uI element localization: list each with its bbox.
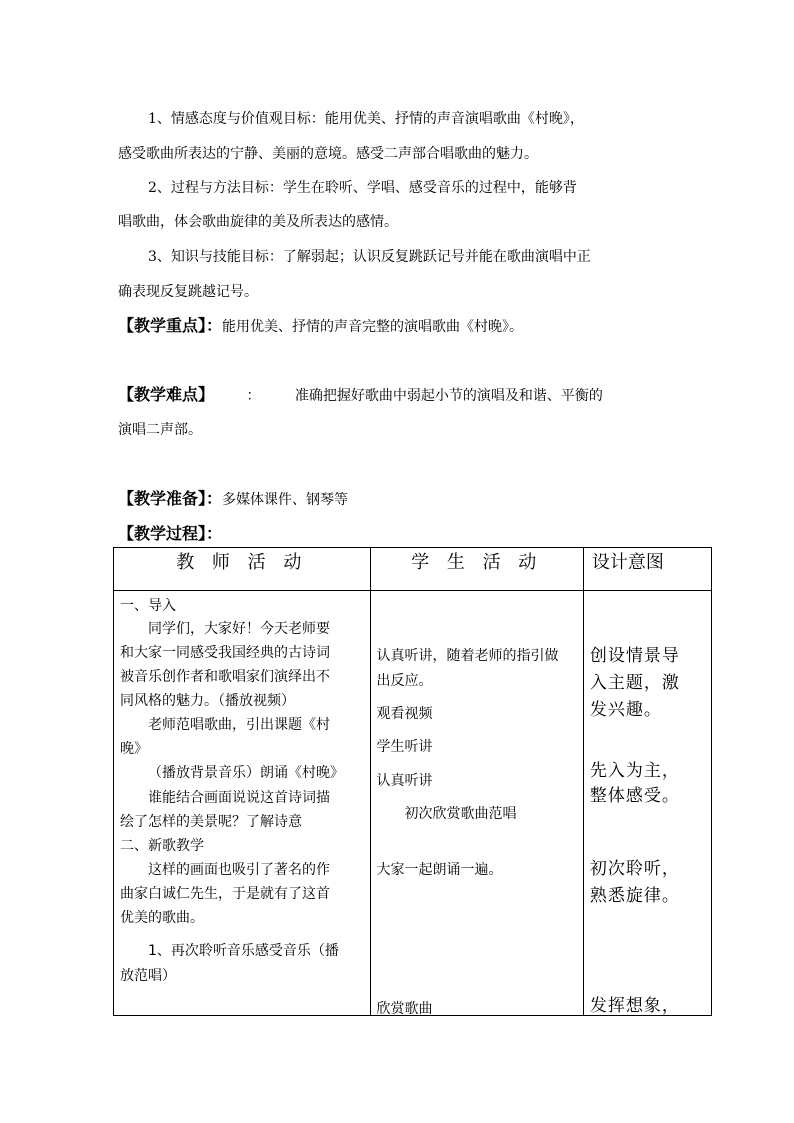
difficulty-section (118, 380, 603, 411)
teacher-line: 这样的画面也吸引了著名的作 (148, 862, 330, 878)
student-line: 初次欣赏歌曲范唱 (404, 806, 517, 822)
objective-1-line-2: 感受歌曲所表达的宁静、美丽的意境。感受二声部合唱歌曲的魅力。 (118, 146, 538, 162)
key-point-section (118, 311, 523, 342)
objective-3-line-1: 3、知识与技能目标：了解弱起；认识反复跳跃记号并能在歌曲演唱中正 (148, 249, 591, 265)
difficulty-label: 【教学难点】 (118, 385, 215, 404)
student-line: 认真听讲 (376, 773, 433, 789)
table-row (114, 591, 712, 1016)
preparation-label: 【教学准备】： (118, 489, 223, 508)
design-intent-cell (583, 591, 711, 1016)
table-header-row (114, 548, 712, 591)
process-label: 【教学过程】： (118, 524, 223, 543)
student-line: 观看视频 (376, 706, 433, 722)
key-point-label: 【教学重点】： (118, 316, 223, 335)
teaching-process-table (113, 547, 712, 1016)
design-line: 创设情景导 (589, 646, 680, 666)
design-line: 入主题，激 (589, 673, 680, 693)
design-line: 发兴趣。 (589, 700, 662, 720)
preparation-text: 多媒体课件、钢琴等 (222, 492, 349, 508)
process-section (118, 519, 222, 550)
teacher-line: 曲家白诚仁先生，于是就有了这首 (120, 886, 330, 902)
teacher-line: 老师范唱歌曲，引出课题《村 (148, 717, 330, 733)
student-line: 大家一起朗诵一遍。 (376, 862, 503, 878)
objective-1-line-1: 1、情感态度与价值观目标：能用优美、抒情的声音演唱歌曲《村晚》， (148, 111, 584, 127)
student-activity-cell (370, 591, 583, 1016)
objective-2-line-1: 2、过程与方法目标：学生在聆听、学唱、感受音乐的过程中，能够背 (148, 180, 577, 196)
teacher-line: 同风格的魅力。（播放视频） (120, 693, 295, 709)
difficulty-colon: ： (246, 388, 261, 404)
student-line: 出反应。 (376, 673, 433, 689)
teacher-line: 放范唱） (120, 968, 176, 984)
teacher-line: 和大家一同感受我国经典的古诗词 (120, 645, 330, 661)
student-line: 认真听讲，随着老师的指引做 (376, 648, 559, 664)
header-design: 设计意图 (583, 548, 711, 591)
header-teacher: 教 师 活 动 (114, 548, 371, 591)
design-line: 整体感受。 (589, 786, 680, 806)
student-line: 学生听讲 (376, 739, 433, 755)
preparation-section (118, 484, 348, 515)
objective-2-line-2: 唱歌曲，体会歌曲旋律的美及所表达的感情。 (118, 214, 398, 230)
teacher-line: 谁能结合画面说说这首诗词描 (148, 790, 330, 806)
teacher-line: 优美的歌曲。 (120, 910, 204, 926)
objective-3-line-2: 确表现反复跳越记号。 (118, 284, 258, 300)
design-line: 熟悉旋律。 (589, 886, 680, 906)
teacher-line: 晚》 (120, 741, 148, 757)
design-line: 初次聆听， (589, 859, 680, 879)
difficulty-text: 准确把握好歌曲中弱起小节的演唱及和谐、平衡的 (294, 388, 603, 404)
teacher-line: 同学们，大家好！今天老师要 (148, 621, 330, 637)
header-student: 学 生 活 动 (370, 548, 583, 591)
teacher-activity-cell (114, 591, 371, 1016)
teacher-line: 一、导入 (120, 598, 176, 614)
difficulty-text-line-2: 演唱二声部。 (118, 422, 202, 438)
student-line: 欣赏歌曲 (376, 1001, 433, 1017)
design-line: 先入为主， (589, 761, 680, 781)
teacher-line: 被音乐创作者和歌唱家们演绎出不 (120, 669, 330, 685)
teacher-line: 绘了怎样的美景呢？了解诗意 (120, 814, 302, 830)
key-point-text: 能用优美、抒情的声音完整的演唱歌曲《村晚》。 (222, 319, 524, 335)
teacher-line: （播放背景音乐）朗诵《村晚》 (148, 765, 344, 781)
design-line: 发挥想象， (589, 996, 680, 1016)
teacher-line: 二、新歌教学 (120, 838, 204, 854)
teacher-line: 1、再次聆听音乐感受音乐（播 (148, 943, 339, 959)
